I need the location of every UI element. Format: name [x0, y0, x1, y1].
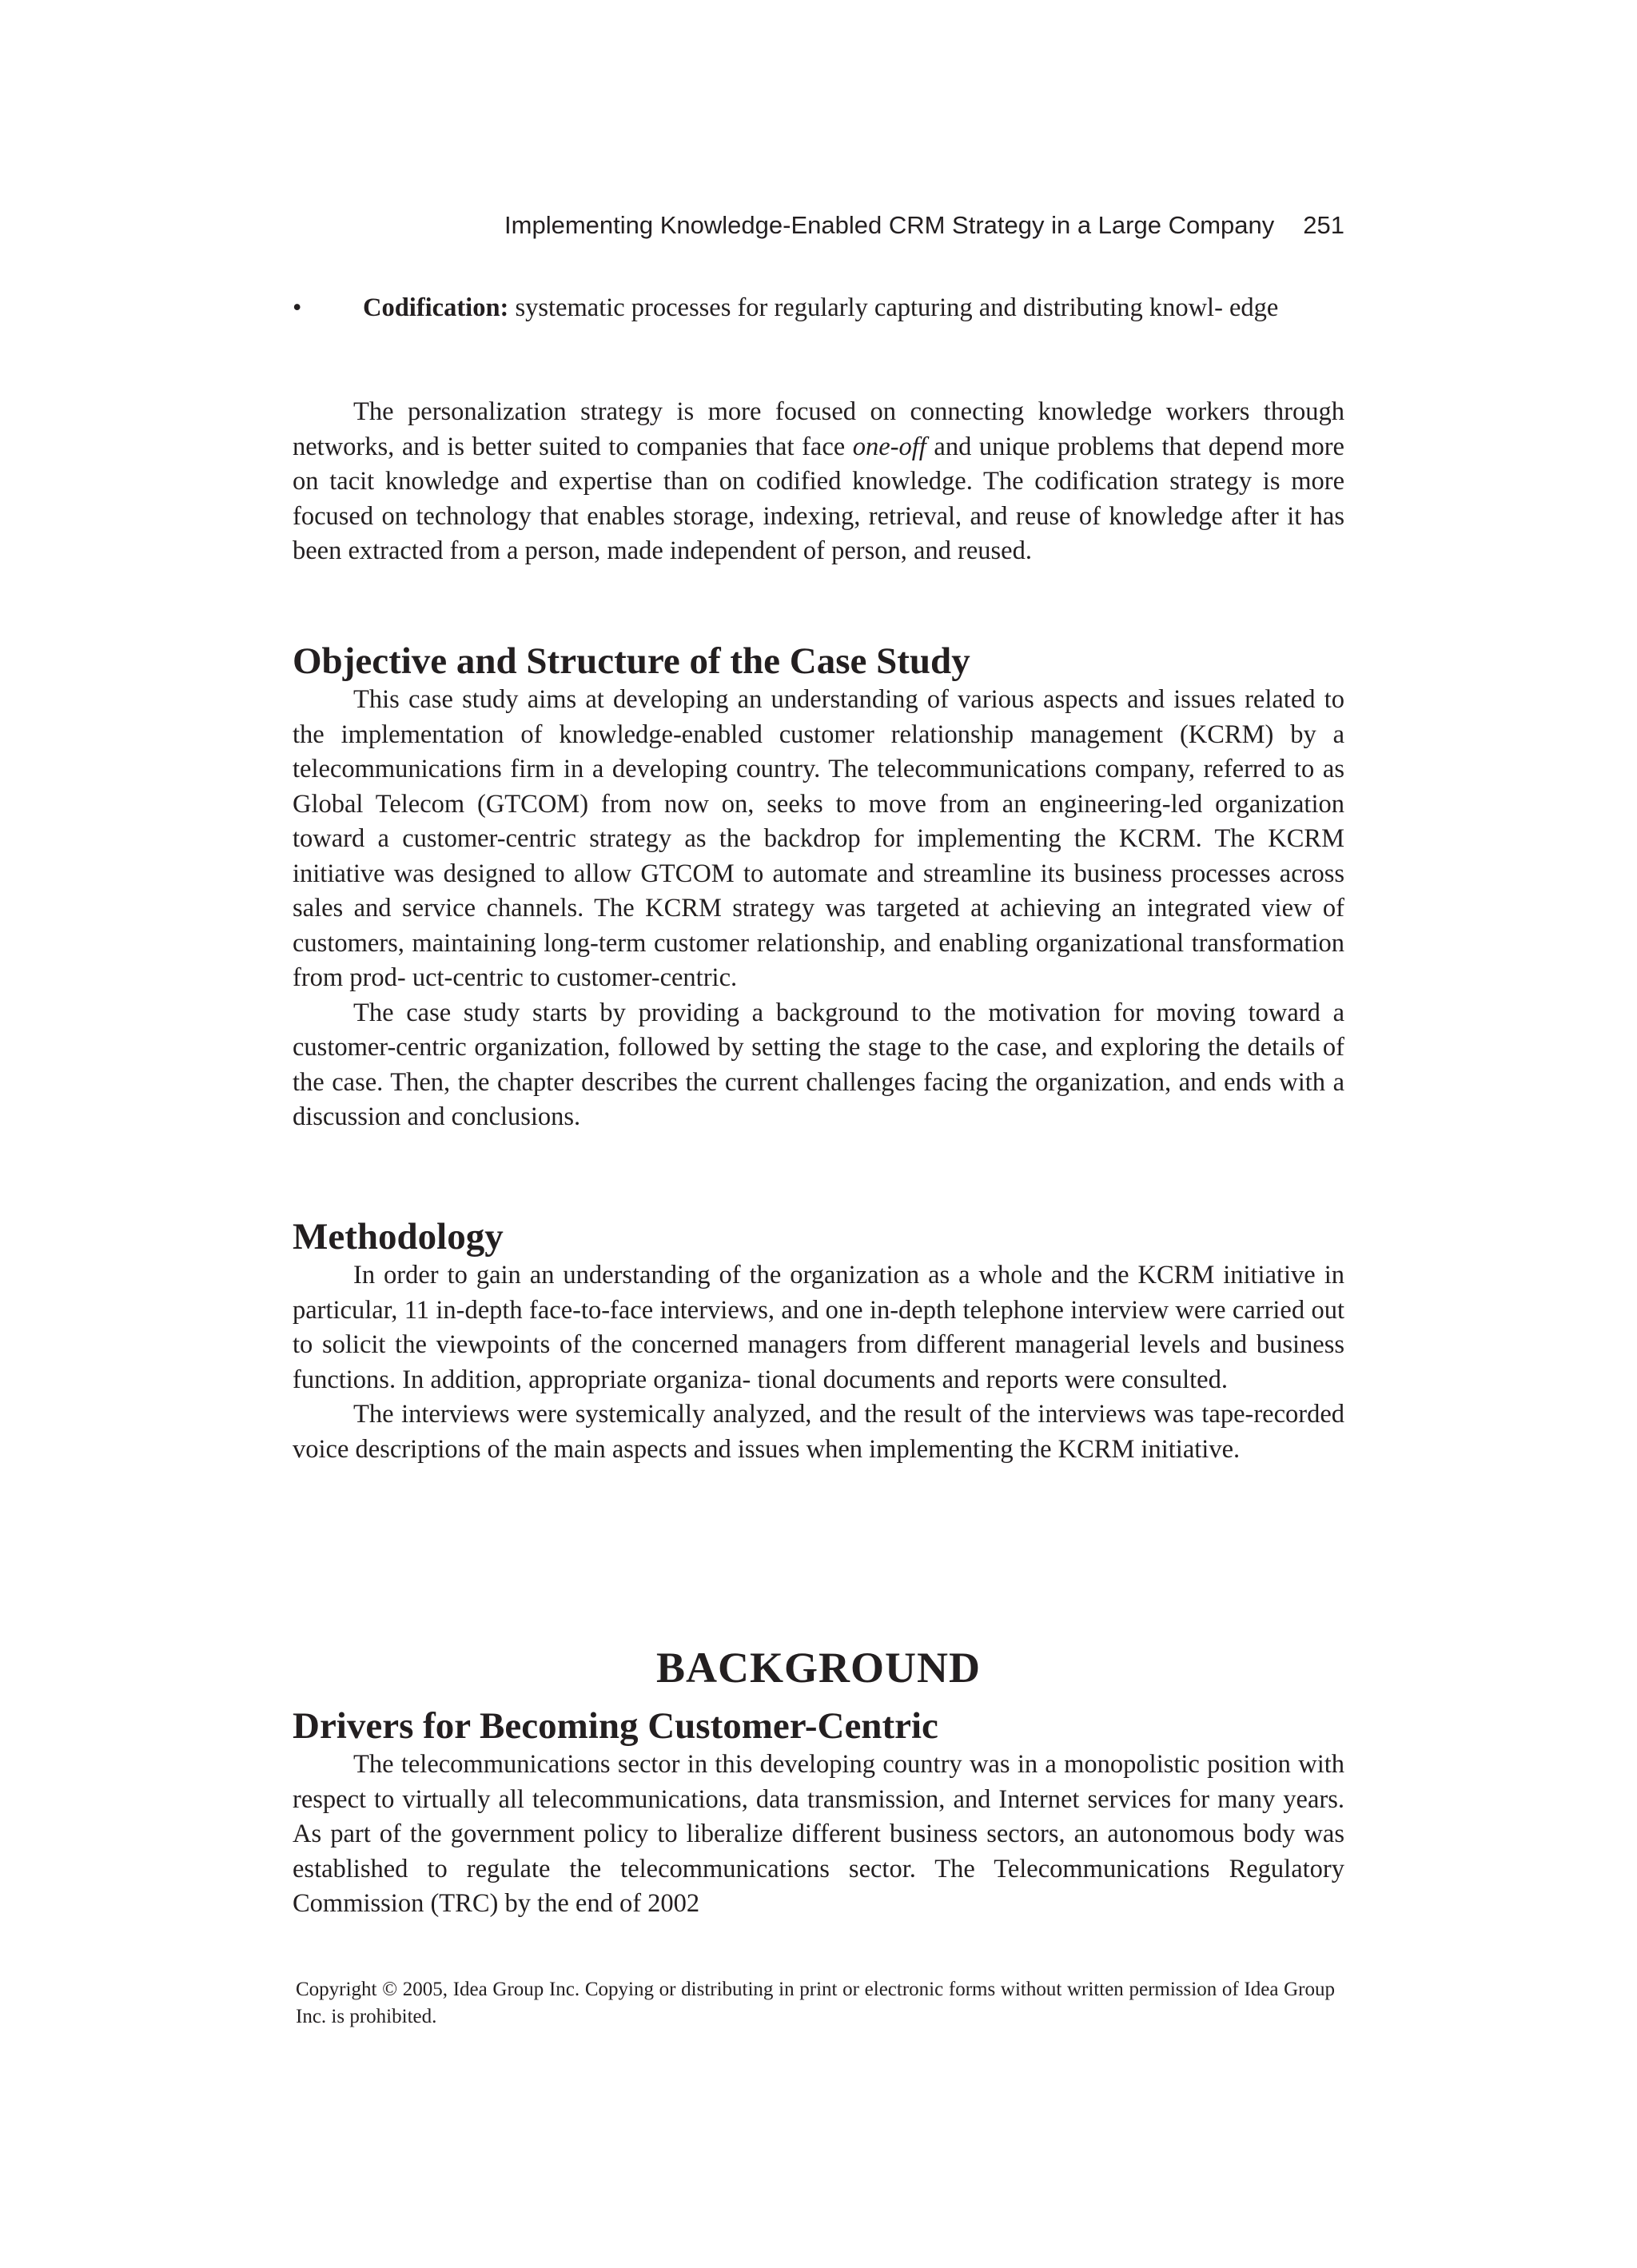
copyright-notice: Copyright © 2005, Idea Group Inc. Copying or distributing in print or electronic forms without written permission of Idea Group Inc. is prohibited.	[296, 1979, 1335, 2027]
intro-text-2: and unique problems that depend more on tacit knowledge and expertise than on codified knowledge. The codification strategy is more focused on technology that enables storage, indexing, retrieval, and reuse of knowledge after it has been extracted from a person, made independent of person, and reused.	[293, 432, 1344, 565]
page-number: 251	[1303, 211, 1344, 239]
objective-section	[293, 640, 1344, 1135]
objective-paragraph-1: This case study aims at developing an understanding of various aspects and issues related to the implementation of knowledge-enabled customer relationship management (KCRM) by a telecommunications firm in a developing country. The telecommunications company, referred to as Global Telecom (GTCOM) from now on, seeks to move from an engineering-led organization toward a customer-centric strategy as the backdrop for implementing the KCRM. The KCRM initiative was designed to allow GTCOM to automate and streamline its business processes across sales and service channels. The KCRM strategy was targeted at achieving an integrated view of customers, maintaining long-term customer relationship, and enabling organizational transformation from prod- uct-centric to customer-centric.	[293, 685, 1344, 992]
intro-section	[293, 395, 1344, 569]
background-heading: BACKGROUND	[655, 1644, 981, 1692]
running-title: Implementing Knowledge-Enabled CRM Strategy in a Large Company	[504, 211, 1275, 239]
methodology-paragraph-2: The interviews were systemically analyzed, and the result of the interviews was tape-recorded voice descriptions of the main aspects and issues when implementing the KCRM initiative.	[293, 1400, 1344, 1464]
methodology-paragraph-1: In order to gain an understanding of the organization as a whole and the KCRM initiative in particular, 11 in-depth face-to-face interviews, and one in-depth telephone interview were carried out to solicit the viewpoints of the concerned managers from different managerial levels and business functions. In addition, appropriate organiza- tional documents and reports were consulted.	[293, 1261, 1344, 1394]
drivers-section	[293, 1704, 1344, 1922]
methodology-heading: Methodology	[293, 1216, 504, 1258]
intro-paragraph	[293, 395, 1344, 569]
bullet-item-codification	[293, 291, 1344, 326]
running-header	[440, 208, 1344, 243]
bullet-term: Codification:	[363, 293, 509, 322]
intro-italic: one-off	[852, 432, 926, 461]
bullet-icon: •	[293, 293, 302, 322]
methodology-section	[293, 1215, 1344, 1467]
drivers-paragraph: The telecommunications sector in this developing country was in a monopolistic position with respect to virtually all telecommunications, data transmission, and Internet services for many years. As part of the government policy to liberalize different business sectors, an autonomous body was established to regulate the telecommunications sector. The Telecommunications Regulatory Commission (TRC) by the end of 2002	[293, 1750, 1344, 1918]
intro-text-1: The personalization strategy is more focused on connecting knowledge workers through networks, and is better suited to companies that face	[293, 397, 1344, 461]
drivers-heading: Drivers for Becoming Customer-Centric	[293, 1705, 938, 1747]
objective-paragraph-2: The case study starts by providing a background to the motivation for moving toward a customer-centric organization, followed by setting the stage to the case, and exploring the details of the case. Then, the chapter describes the current challenges facing the organization, and ends with a discussion and conclusions.	[293, 998, 1344, 1131]
bullet-text: systematic processes for regularly capturing and distributing knowl- edge	[508, 293, 1279, 322]
objective-heading: Objective and Structure of the Case Study	[293, 640, 970, 682]
